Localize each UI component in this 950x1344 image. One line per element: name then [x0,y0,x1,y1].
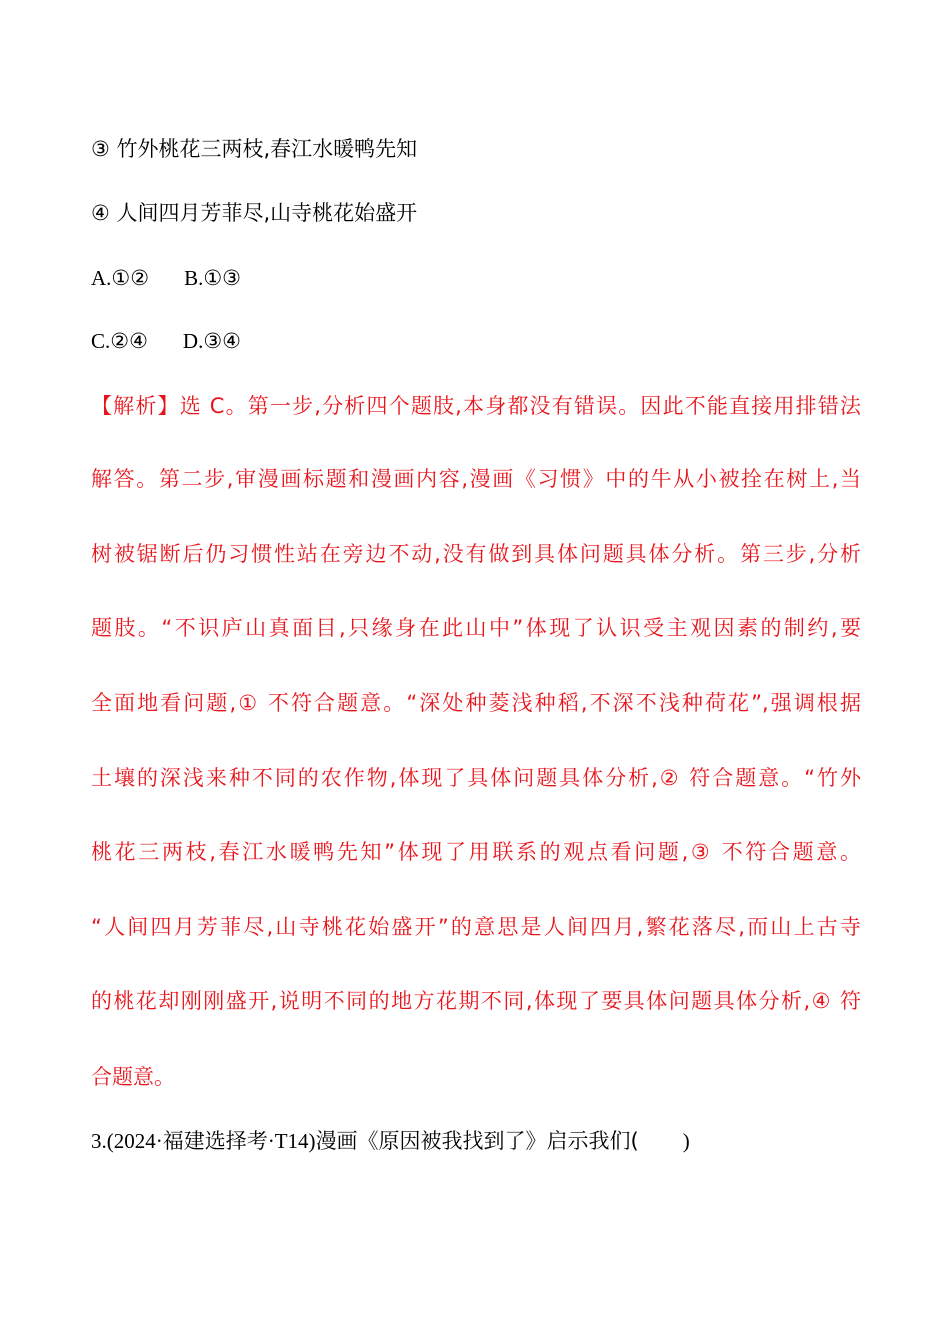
analysis-line-4: 题肢。“不识庐山真面目,只缘身在此山中”体现了认识受主观因素的制约,要 [91,616,861,640]
analysis-line-7: 桃花三两枝,春江水暖鸭先知”体现了用联系的观点看问题,③ 不符合题意。 [91,840,861,864]
question-3-source: 3.(2024·福建选择考·T14) [91,1129,316,1153]
question-3 [91,1126,690,1156]
choice-b [184,263,241,293]
question-3-text: 漫画《原因被我找到了》启示我们( [315,1129,639,1153]
choice-row-1 [91,263,241,293]
analysis-line-9: 的桃花却刚刚盛开,说明不同的地方花期不同,体现了要具体问题具体分析,④ 符 [91,989,861,1013]
option-item-4: ④ 人间四月芳菲尽,山寺桃花始盛开 [91,201,418,225]
choice-d-value: ③④ [203,329,241,353]
choice-a [91,263,149,293]
choice-c [91,326,148,356]
choice-d [183,326,241,356]
analysis-line-8: “人间四月芳菲尽,山寺桃花始盛开”的意思是人间四月,繁花落尽,而山上古寺 [91,915,861,939]
choice-a-value: ①② [111,266,150,290]
analysis-line-1: 【解析】选 C。第一步,分析四个题肢,本身都没有错误。因此不能直接用排错法 [91,394,861,418]
analysis-line-10: 合题意。 [91,1065,175,1089]
choice-b-letter: B. [184,266,204,290]
choice-a-letter: A. [91,266,112,290]
choice-row-2 [91,326,241,356]
choice-c-value: ②④ [110,329,148,353]
analysis-line-6: 土壤的深浅来种不同的农作物,体现了具体问题具体分析,② 符合题意。“竹外 [91,766,861,790]
option-item-3: ③ 竹外桃花三两枝,春江水暖鸭先知 [91,137,418,161]
analysis-line-3: 树被锯断后仍习惯性站在旁边不动,没有做到具体问题具体分析。第三步,分析 [91,542,861,566]
analysis-line-2: 解答。第二步,审漫画标题和漫画内容,漫画《习惯》中的牛从小被拴在树上,当 [91,467,861,491]
question-3-close: ) [682,1129,690,1153]
choice-c-letter: C. [91,329,111,353]
choice-d-letter: D. [182,329,204,353]
choice-b-value: ①③ [203,266,241,290]
analysis-line-5: 全面地看问题,① 不符合题意。“深处种菱浅种稻,不深不浅种荷花”,强调根据 [91,691,861,715]
